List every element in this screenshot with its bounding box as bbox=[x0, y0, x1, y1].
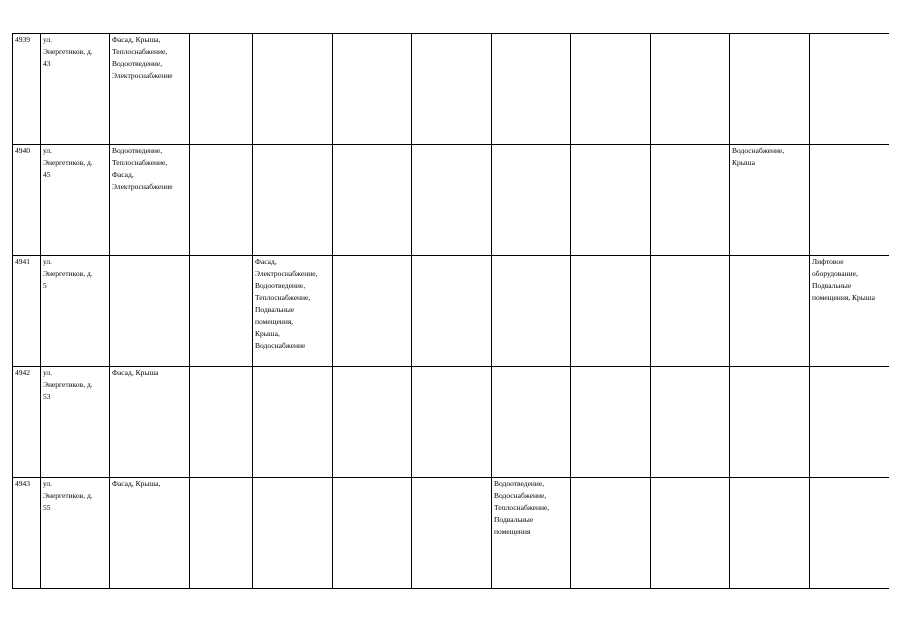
work-type-cell bbox=[651, 367, 730, 478]
work-type-cell bbox=[110, 256, 190, 367]
work-type-cell bbox=[492, 478, 571, 589]
work-type-cell bbox=[412, 145, 492, 256]
work-type-cell bbox=[492, 34, 571, 145]
work-type-cell-text: Фасад, Электроснабжение, Водоотведение, Теплоснабжение, Подвальные помещения, Крыша, Водоснабжение bbox=[255, 257, 318, 350]
address-cell bbox=[41, 256, 110, 367]
work-type-cell bbox=[492, 256, 571, 367]
work-type-cell bbox=[730, 34, 810, 145]
work-type-cell bbox=[110, 145, 190, 256]
address-cell bbox=[41, 145, 110, 256]
work-type-cell bbox=[333, 145, 412, 256]
work-type-cell bbox=[412, 367, 492, 478]
address-cell bbox=[41, 367, 110, 478]
work-type-cell bbox=[651, 478, 730, 589]
row-number-cell-text: 4941 bbox=[15, 257, 30, 266]
row-number-cell bbox=[13, 367, 41, 478]
work-type-cell bbox=[253, 256, 333, 367]
work-type-cell bbox=[810, 145, 889, 256]
work-type-cell bbox=[730, 478, 810, 589]
work-type-cell bbox=[492, 145, 571, 256]
work-type-cell bbox=[190, 34, 253, 145]
table-row bbox=[13, 256, 889, 367]
work-type-cell bbox=[412, 256, 492, 367]
table-row bbox=[13, 34, 889, 145]
address-cell bbox=[41, 34, 110, 145]
work-type-cell bbox=[730, 145, 810, 256]
work-type-cell-text: Водоснабжение, Крыша bbox=[732, 146, 785, 167]
work-type-cell-text: Водоотведение, Теплоснабжение, Фасад, Электроснабжение bbox=[112, 146, 173, 191]
row-number-cell bbox=[13, 478, 41, 589]
work-type-cell bbox=[810, 256, 889, 367]
work-type-cell bbox=[333, 367, 412, 478]
work-type-cell bbox=[110, 367, 190, 478]
work-type-cell bbox=[110, 34, 190, 145]
work-type-cell bbox=[190, 367, 253, 478]
work-type-cell bbox=[333, 34, 412, 145]
work-type-cell-text: Водоотведение, Водоснабжение, Теплоснабжение, Подвальные помещения bbox=[494, 479, 550, 536]
work-type-cell-text: Фасад, Крыша, Теплоснабжение, Водоотведение, Электроснабжение bbox=[112, 35, 173, 80]
row-number-cell bbox=[13, 145, 41, 256]
address-cell-text: ул. Энергетиков, д. 43 bbox=[43, 35, 93, 68]
work-type-cell bbox=[492, 367, 571, 478]
work-type-cell bbox=[253, 34, 333, 145]
row-number-cell-text: 4939 bbox=[15, 35, 30, 44]
work-type-cell bbox=[333, 256, 412, 367]
works-table bbox=[12, 33, 889, 589]
row-number-cell bbox=[13, 34, 41, 145]
work-type-cell bbox=[412, 478, 492, 589]
row-number-cell-text: 4942 bbox=[15, 368, 30, 377]
address-cell-text: ул. Энергетиков, д. 55 bbox=[43, 479, 93, 512]
work-type-cell bbox=[110, 478, 190, 589]
work-type-cell bbox=[810, 34, 889, 145]
address-cell-text: ул. Энергетиков, д. 53 bbox=[43, 368, 93, 401]
work-type-cell-text: Фасад, Крыша bbox=[112, 368, 159, 377]
work-type-cell bbox=[253, 478, 333, 589]
work-type-cell bbox=[571, 34, 651, 145]
table-row bbox=[13, 367, 889, 478]
address-cell bbox=[41, 478, 110, 589]
row-number-cell-text: 4943 bbox=[15, 479, 30, 488]
table-body bbox=[13, 34, 889, 589]
work-type-cell bbox=[412, 34, 492, 145]
table-row bbox=[13, 145, 889, 256]
table-row bbox=[13, 478, 889, 589]
row-number-cell bbox=[13, 256, 41, 367]
address-cell-text: ул. Энергетиков, д. 45 bbox=[43, 146, 93, 179]
work-type-cell bbox=[571, 145, 651, 256]
work-type-cell-text: Фасад, Крыша, bbox=[112, 479, 161, 488]
work-type-cell bbox=[190, 145, 253, 256]
work-type-cell bbox=[810, 478, 889, 589]
work-type-cell bbox=[810, 367, 889, 478]
work-type-cell bbox=[651, 256, 730, 367]
work-type-cell bbox=[571, 478, 651, 589]
row-number-cell-text: 4940 bbox=[15, 146, 30, 155]
work-type-cell bbox=[651, 34, 730, 145]
work-type-cell bbox=[730, 256, 810, 367]
work-type-cell bbox=[571, 256, 651, 367]
work-type-cell bbox=[190, 256, 253, 367]
work-type-cell bbox=[651, 145, 730, 256]
address-cell-text: ул. Энергетиков, д. 5 bbox=[43, 257, 93, 290]
work-type-cell bbox=[333, 478, 412, 589]
work-type-cell-text: Лифтовое оборудование, Подвальные помещения, Крыша bbox=[812, 257, 875, 302]
work-type-cell bbox=[571, 367, 651, 478]
work-type-cell bbox=[253, 145, 333, 256]
work-type-cell bbox=[253, 367, 333, 478]
work-type-cell bbox=[190, 478, 253, 589]
work-type-cell bbox=[730, 367, 810, 478]
